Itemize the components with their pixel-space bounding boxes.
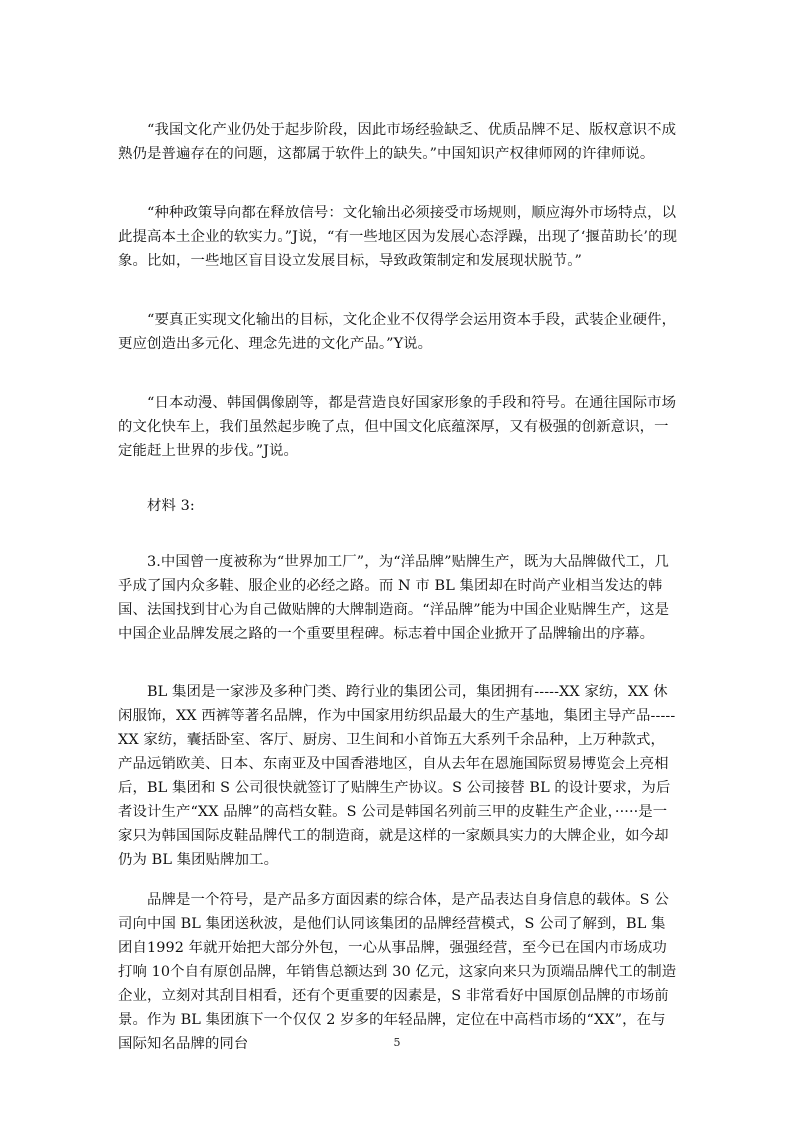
paragraph-5: 3.中国曾一度被称为“世界加工厂”，为“洋品牌”贴牌生产，既为大品牌做代工，几乎成了国内众多鞋、服企业的必经之路。而 N 市 BL 集团却在时尚产业相当发达的韩国、法国找到甘心为自己做贴牌的大牌制造商。“洋品牌”能为中国企业贴牌生产，这是中国企业品牌发展之路的一个重要里程碑。标志着中国企业掀开了品牌输出的序幕。 <box>118 554 670 642</box>
paragraph-7: 品牌是一个符号，是产品多方面因素的综合体，是产品表达自身信息的载体。S 公司向中国 BL 集团送秋波，是他们认同该集团的品牌经营模式，S 公司了解到，BL 集团自1992 年就开始把大部分外包，一心从事品牌，强强经营，至今已在国内市场成功打响 10个自有原创品牌，年销售总额达到 30 亿元，这家向来只为顶端品牌代工的制造企业，立刻对其刮目相看，还有个更重要的因素是，S 非常看好中国原创品牌的市场前景。作为 BL 集团旗下一个仅仅 2 岁多的年轻品牌，定位在中高档市场的“XX”，在与国际知名品牌的同台 <box>118 892 677 1052</box>
paragraph-3: “要真正实现文化输出的目标，文化企业不仅得学会运用资本手段，武装企业硬件，更应创造出多元化、理念先进的文化产品。”Y说。 <box>118 312 677 352</box>
paragraph-4: “日本动漫、韩国偶像剧等，都是营造良好国家形象的手段和符号。在通往国际市场的文化快车上，我们虽然起步晚了点，但中国文化底蕴深厚，又有极强的创新意识，一定能赶上世界的步伐。”J说。 <box>118 395 677 459</box>
page-number: 5 <box>393 1036 401 1049</box>
material-label: 材料 3: <box>147 498 195 514</box>
paragraph-6: BL 集团是一家涉及多种门类、跨行业的集团公司，集团拥有-----XX 家纺，XX 休闲服饰，XX 西裤等著名品牌，作为中国家用纺织品最大的生产基地，集团主导产品-----XX 家纺，囊括卧室、客厅、厨房、卫生间和小首饰五大系列千余品种，上万种款式，产品远销欧美、日本、东南亚及中国香港地区，自从去年在恩施国际贸易博览会上亮相后，BL 集团和 S 公司很快就签订了贴牌生产协议。S 公司接替 BL 的设计要求，为后者设计生产“XX 品牌”的高档女鞋。S 公司是韩国名列前三甲的皮鞋生产企业，·····是一家只为韩国国际皮鞋品牌代工的制造商，就是这样的一家颇具实力的大牌企业，如今却仍为 BL 集团贴牌加工。 <box>118 684 676 868</box>
paragraph-2: “种种政策导向都在释放信号：文化输出必须接受市场规则，顺应海外市场特点，以此提高本土企业的软实力。”J说，“有一些地区因为发展心态浮躁，出现了‘揠苗助长’的现象。比如，一些地区盲目设立发展目标，导致政策制定和发展现状脱节。” <box>118 205 678 269</box>
paragraph-1: “我国文化产业仍处于起步阶段，因此市场经验缺乏、优质品牌不足、版权意识不成熟仍是普遍存在的问题，这都属于软件上的缺失。”中国知识产权律师网的许律师说。 <box>118 122 677 162</box>
